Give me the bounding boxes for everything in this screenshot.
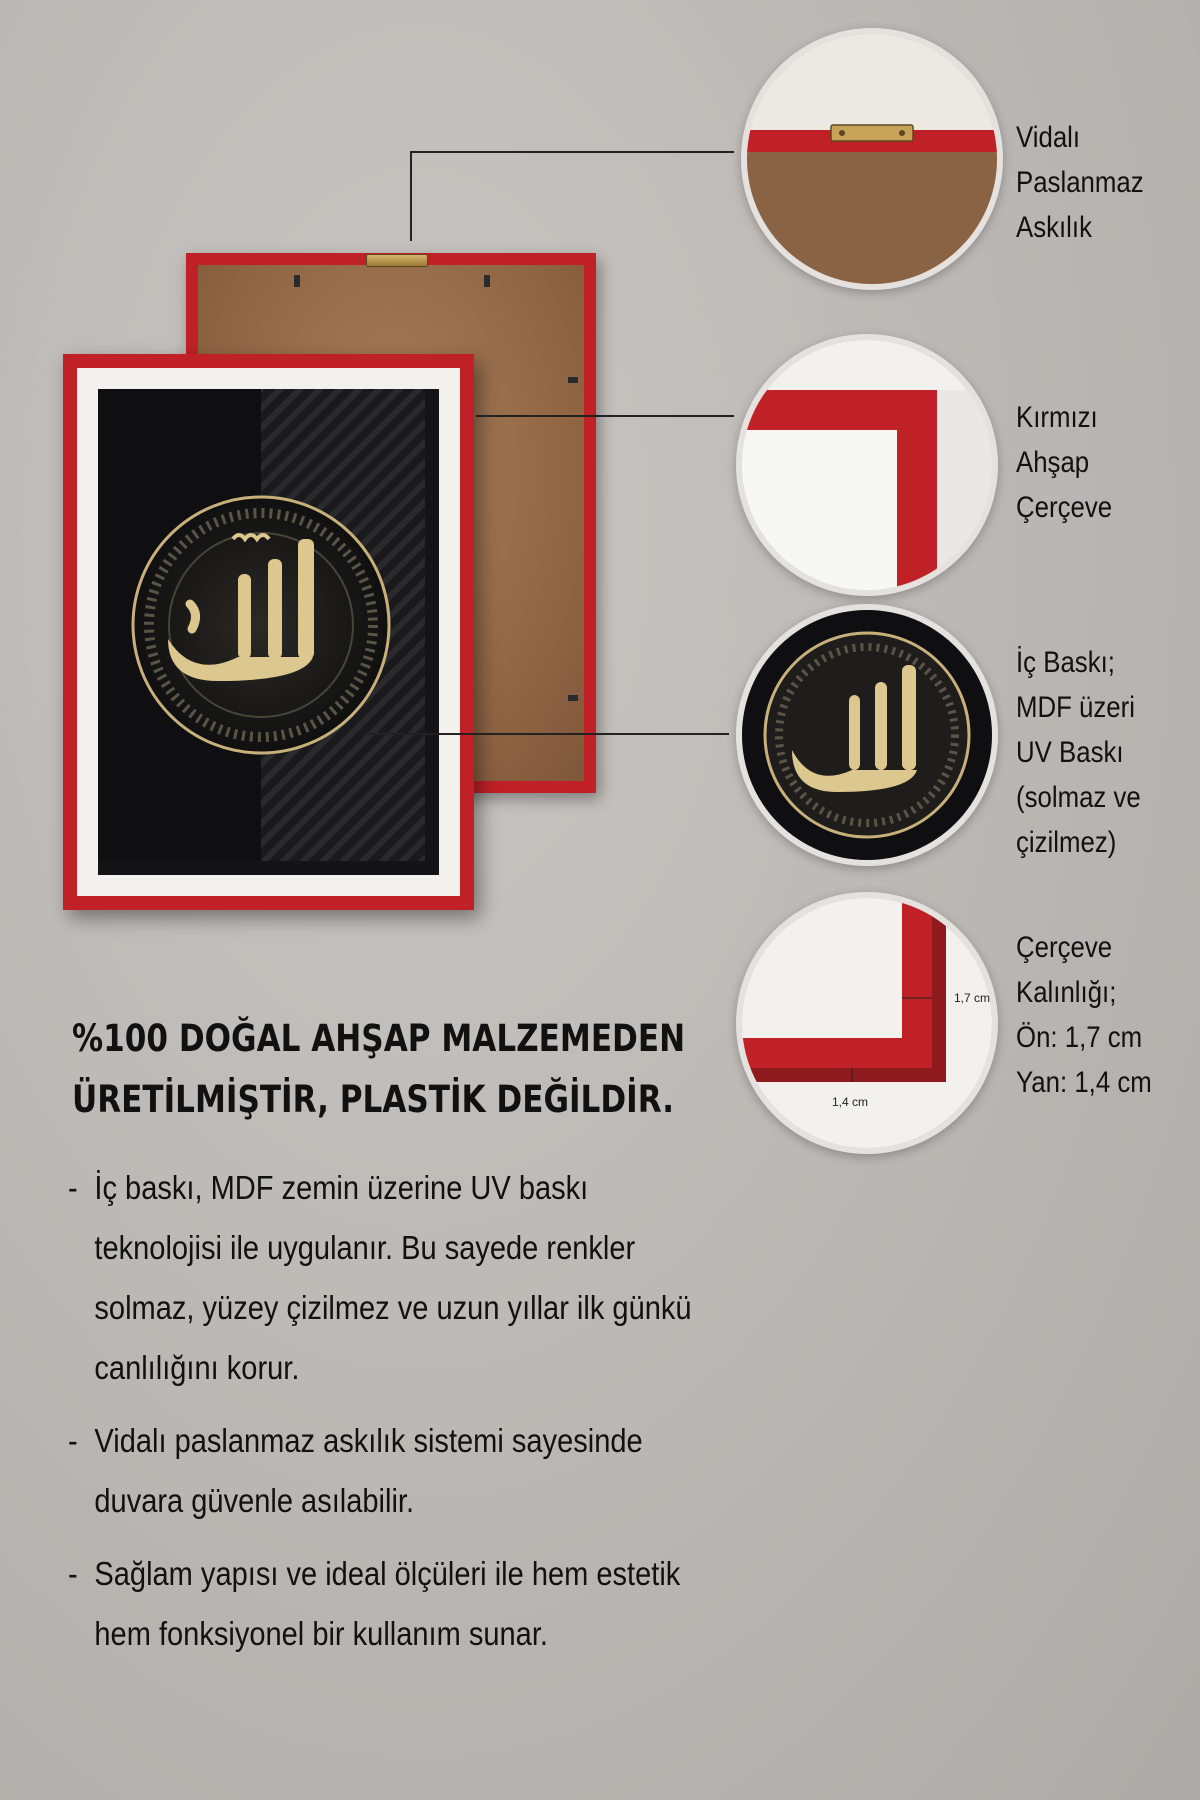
frame-clip: [484, 275, 490, 287]
callout-line: Yan: 1,4 cm: [1016, 1066, 1152, 1099]
callout-line: Ahşap: [1016, 446, 1090, 479]
bullet-dash: -: [68, 1169, 78, 1206]
callout-line: Çerçeve: [1016, 491, 1113, 524]
frame-clip: [568, 695, 578, 701]
callout-line: Çerçeve: [1016, 931, 1113, 964]
leader-line-print: [365, 733, 729, 735]
front-frame: [63, 354, 474, 910]
callout-line: Askılık: [1016, 211, 1092, 244]
headline: [72, 1008, 686, 1130]
callout-line: çizilmez): [1016, 826, 1117, 859]
frame-clip: [568, 377, 578, 383]
frame-clip: [294, 275, 300, 287]
hanger-icon: [366, 254, 428, 267]
feature-text: Vidalı paslanmaz askılık sistemi sayesinde duvara güvenle asılabilir.: [94, 1422, 643, 1519]
calligraphy-print: [98, 389, 439, 875]
leader-line-hanger-drop: [410, 151, 412, 241]
callout-line: Paslanmaz: [1016, 166, 1144, 199]
feature-item: [68, 1544, 719, 1664]
feature-text: Sağlam yapısı ve ideal ölçüleri ile hem estetik hem fonksiyonel bir kullanım sunar.: [94, 1555, 681, 1652]
white-mat: [77, 368, 460, 896]
detail-circle-thickness: [736, 892, 998, 1154]
callout-line: Vidalı: [1016, 121, 1081, 154]
calligraphy-medallion-icon: [98, 389, 425, 861]
callout-hanger: [1016, 115, 1144, 250]
detail-circle-hanger: [741, 28, 1003, 290]
leader-line-hanger: [410, 151, 734, 153]
dimension-front-label: 1,7 cm: [954, 991, 991, 1005]
callout-line: İç Baskı;: [1016, 646, 1115, 679]
callout-line: Kırmızı: [1016, 401, 1098, 434]
feature-item: [68, 1158, 719, 1398]
callout-thickness: [1016, 925, 1152, 1105]
feature-item: [68, 1411, 719, 1531]
feature-text: İç baskı, MDF zemin üzerine UV baskı teknolojisi ile uygulanır. Bu sayede renkler solmaz, yüzey çizilmez ve uzun yıllar ilk günkü canlılığını korur.: [94, 1169, 692, 1386]
headline-line: ÜRETİLMİŞTİR, PLASTİK DEĞİLDİR.: [72, 1078, 675, 1121]
callout-line: Ön: 1,7 cm: [1016, 1021, 1143, 1054]
callout-line: UV Baskı: [1016, 736, 1124, 769]
detail-circle-print: [736, 604, 998, 866]
bullet-dash: -: [68, 1422, 78, 1459]
leader-line-frame: [476, 415, 734, 417]
callout-line: MDF üzeri: [1016, 691, 1135, 724]
bullet-dash: -: [68, 1555, 78, 1592]
callout-line: Kalınlığı;: [1016, 976, 1117, 1009]
dimension-side-label: 1,4 cm: [832, 1095, 869, 1109]
headline-line: %100 DOĞAL AHŞAP MALZEMEDEN: [72, 1017, 686, 1060]
callout-line: (solmaz ve: [1016, 781, 1141, 814]
detail-circle-frame: [736, 334, 998, 596]
callout-frame: [1016, 395, 1112, 530]
feature-list: [68, 1158, 719, 1677]
callout-print: [1016, 640, 1141, 865]
